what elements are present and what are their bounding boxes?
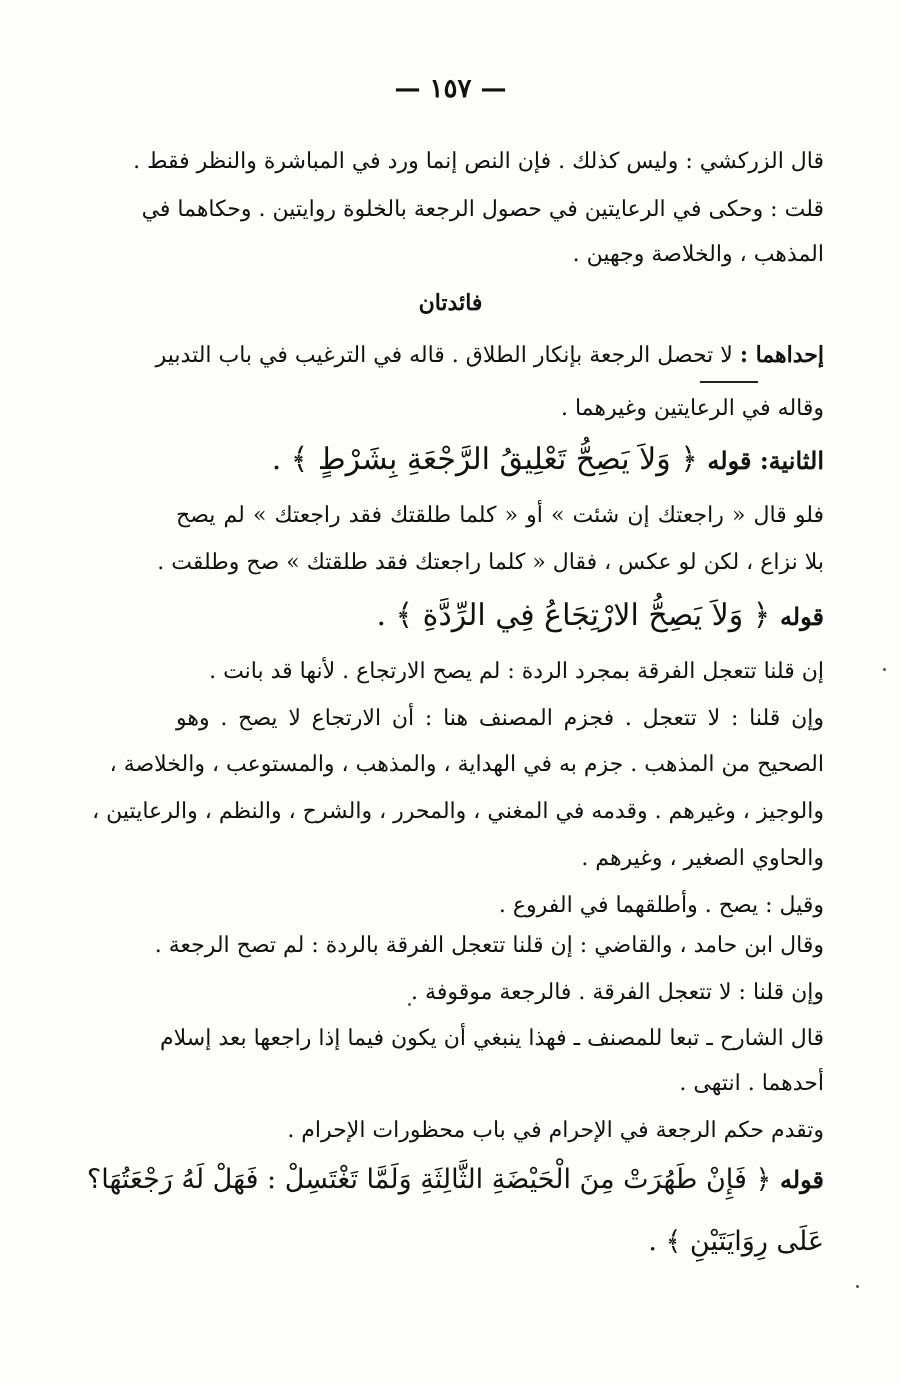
text-line-13: وقيل : يصح . وأطلقهما في الفروع . bbox=[498, 893, 824, 918]
underline-mark bbox=[700, 381, 758, 383]
text-line-18: وتقدم حكم الرجعة في الإحرام في باب محظورات الإحرام . bbox=[287, 1118, 824, 1143]
text-line-7: بلا نزاع ، لكن لو عكس ، فقال « كلما راجعتك فقد طلقتك » صح وطلقت . bbox=[157, 550, 824, 575]
text-line-2: قلت : وحكى في الرعايتين في حصول الرجعة بالخلوة روايتين . وحكاهما في bbox=[141, 197, 824, 222]
line-4-lead: إحداهما : bbox=[739, 342, 824, 368]
speck bbox=[856, 1285, 859, 1288]
text-line-3: المذهب ، والخلاصة وجهين . bbox=[572, 242, 824, 267]
text-line-1: قال الزركشي : وليس كذلك . فإن النص إنما ورد في المباشرة والنظر فقط . bbox=[133, 149, 824, 174]
text-line-16: قال الشارح ـ تبعا للمصنف ـ فهذا ينبغي أن يكون فيما إذا راجعها بعد إسلام bbox=[160, 1026, 824, 1051]
line-4-rest: لا تحصل الرجعة بإنكار الطلاق . قاله في الترغيب في باب التدبير bbox=[155, 343, 733, 368]
quote-line-2 bbox=[176, 596, 824, 637]
text-line-5: وقاله في الرعايتين وغيرهما . bbox=[560, 396, 824, 421]
quote-2-text: ﴿ وَلاَ يَصِحُّ الارْتِجَاعُ فِي الرِّدَّةِ ﴾ . bbox=[376, 598, 771, 633]
text-line-9: وإن قلنا : لا تتعجل . فجزم المصنف هنا : أن الارتجاع لا يصح . وهو bbox=[176, 706, 824, 731]
speck bbox=[408, 1003, 411, 1006]
text-line-15: وإن قلنا : لا تتعجل الفرقة . فالرجعة موقوفة . bbox=[411, 980, 824, 1005]
text-line-17: أحدهما . انتهى . bbox=[679, 1071, 824, 1096]
quote-2-lead: قوله bbox=[779, 602, 824, 631]
text-line-10: الصحيح من المذهب . جزم به في الهداية ، والمذهب ، والمستوعب ، والخلاصة ، bbox=[109, 752, 824, 777]
text-line-8: إن قلنا تتعجل الفرقة بمجرد الردة : لم يصح الارتجاع . لأنها قد بانت . bbox=[209, 659, 824, 684]
quote-1-lead: الثانية: قوله bbox=[707, 446, 824, 475]
quote-1-text: ﴿ وَلاَ يَصِحُّ تَعْلِيقُ الرَّجْعَةِ بِشَرْطٍ ﴾ . bbox=[271, 442, 698, 477]
section-heading: فائدتان bbox=[418, 290, 483, 316]
quote-3-text: ﴿ فَإِنْ طَهُرَتْ مِنَ الْحَيْضَةِ الثَّالِثَةِ وَلَمَّا تَغْتَسِلْ : فَهَلْ لَهُ رَجْعَتُهَا؟ bbox=[86, 1164, 772, 1195]
text-line-14: وقال ابن حامد ، والقاضي : إن قلنا تتعجل الفرقة بالردة : لم تصح الرجعة . bbox=[154, 933, 824, 958]
text-line-6: فلو قال « راجعتك إن شئت » أو « كلما طلقتك فقد راجعتك » لم يصح bbox=[176, 503, 824, 528]
text-line-11: والوجيز ، وغيرهم . وقدمه في المغني ، والمحرر ، والشرح ، والنظم ، والرعايتين ، bbox=[92, 799, 824, 824]
quote-3-lead: قوله bbox=[779, 1165, 824, 1194]
page-number: — ١٥٧ — bbox=[394, 74, 507, 104]
quote-line-3-continued: عَلَى رِوَايَتَيْنِ ﴾ . bbox=[648, 1226, 824, 1257]
text-line-12: والحاوي الصغير ، وغيرهم . bbox=[581, 846, 824, 871]
speck bbox=[883, 668, 886, 671]
text-line-4 bbox=[155, 339, 824, 372]
quote-line-1 bbox=[176, 440, 824, 481]
quote-line-3 bbox=[86, 1160, 824, 1200]
